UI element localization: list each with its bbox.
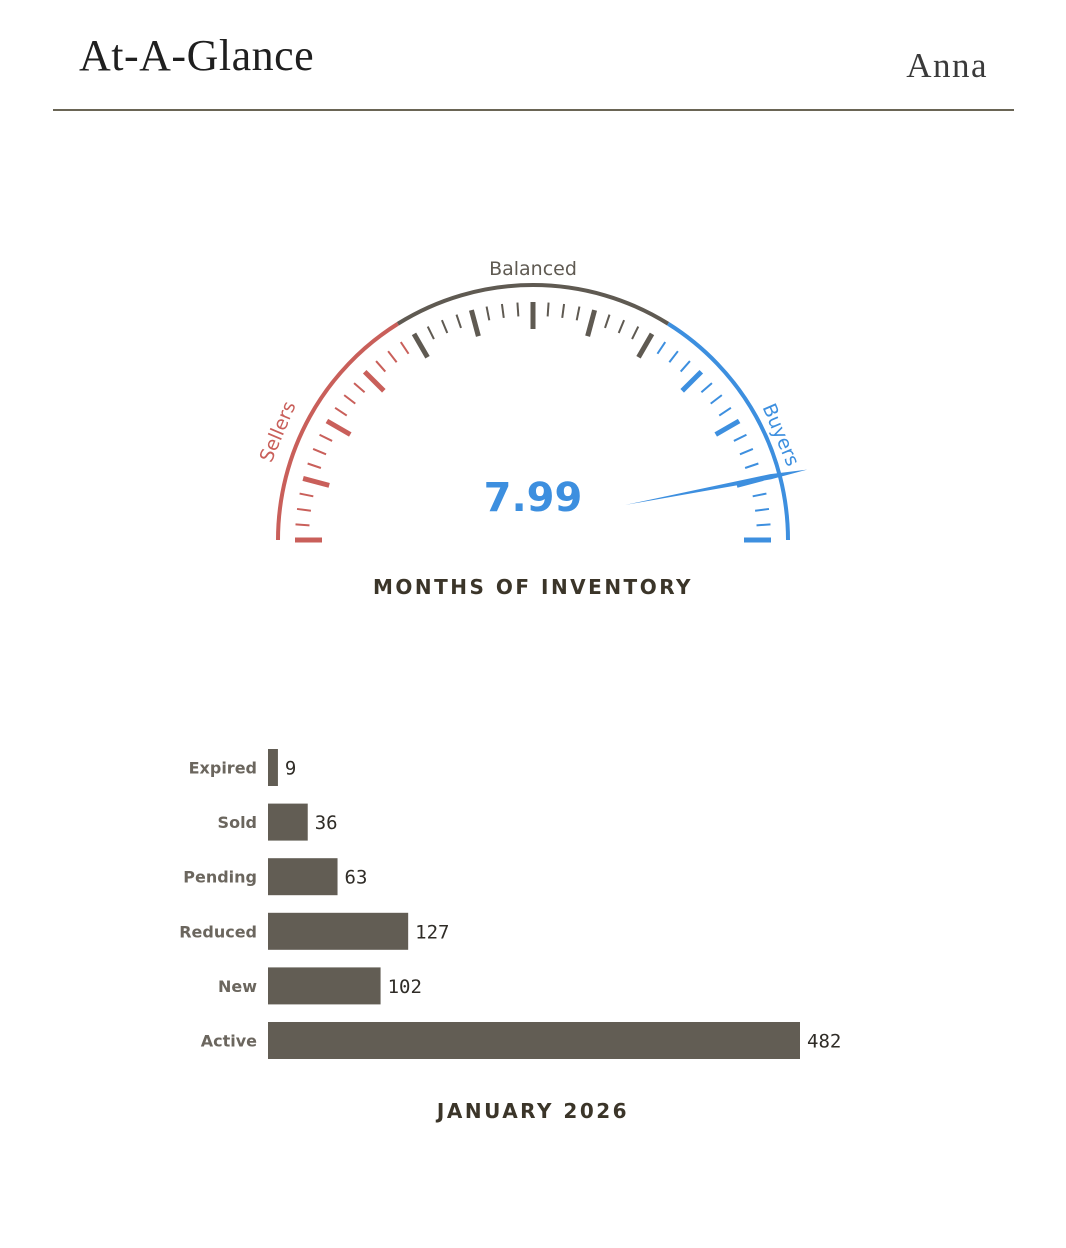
bar-pending — [268, 858, 338, 895]
bar-sold — [268, 804, 308, 841]
bar-new — [268, 967, 381, 1004]
bar-value-label: 127 — [415, 921, 450, 944]
bar-category-label: Reduced — [179, 922, 257, 942]
gauge-label-balanced: Balanced — [489, 258, 577, 280]
page-subtitle: Anna — [906, 46, 988, 85]
bar-value-label: 9 — [284, 757, 297, 780]
gauge-caption: MONTHS OF INVENTORY — [372, 575, 693, 599]
bar-expired — [268, 749, 278, 786]
bar-value-label: 102 — [387, 975, 422, 998]
bar-category-label: New — [217, 976, 257, 996]
bar-value-label: 482 — [807, 1030, 842, 1053]
bar-active — [268, 1022, 800, 1059]
page-title: At-A-Glance — [79, 31, 315, 80]
bar-value-label: 63 — [344, 866, 368, 889]
bar-category-label: Active — [200, 1031, 257, 1051]
gauge-value: 7.99 — [483, 475, 583, 521]
bar-reduced — [268, 913, 408, 950]
bar-category-label: Expired — [188, 758, 257, 778]
gauge-label-sellers: Sellers — [255, 398, 301, 466]
bar-value-label: 36 — [314, 812, 338, 835]
bar-category-label: Pending — [183, 867, 257, 887]
gauge-label-buyers: Buyers — [757, 400, 804, 470]
bar-category-label: Sold — [217, 813, 257, 833]
bar-chart-caption: JANUARY 2026 — [436, 1099, 630, 1123]
